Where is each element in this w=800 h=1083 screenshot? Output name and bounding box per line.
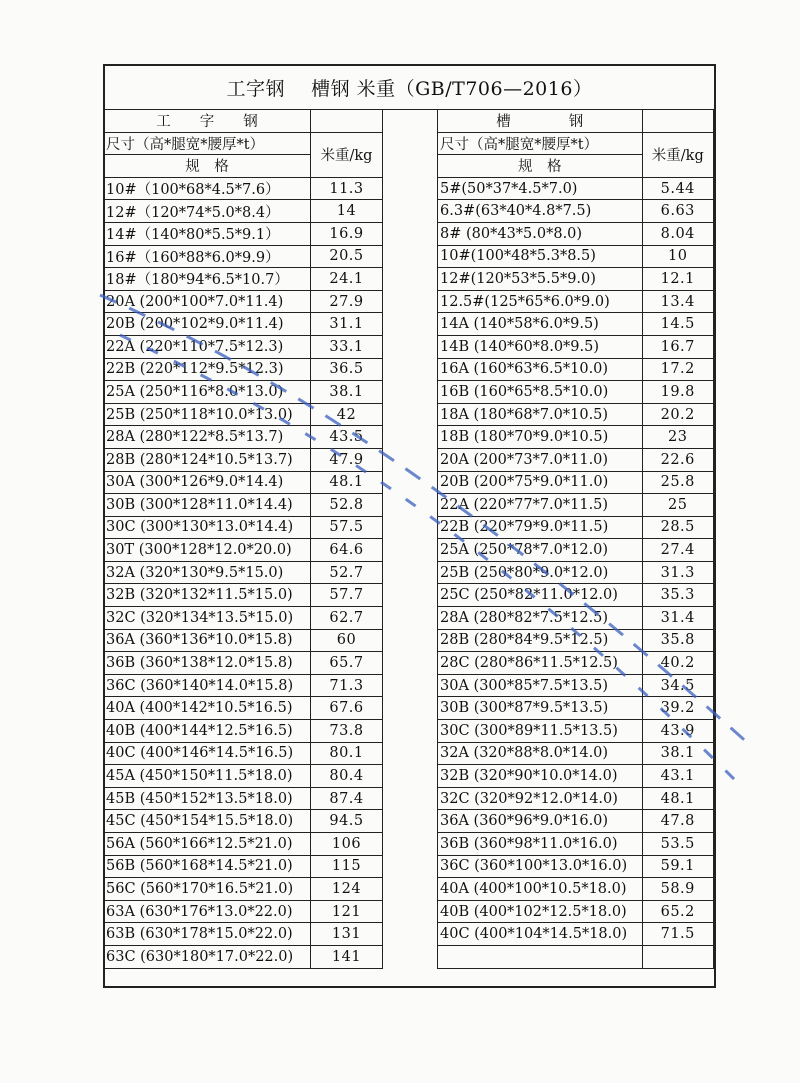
spec-cell: 25B (250*118*10.0*13.0) <box>104 403 311 426</box>
table-row <box>104 426 383 449</box>
weight-cell: 8.04 <box>642 222 713 245</box>
spec-cell <box>438 945 643 968</box>
weight-cell: 141 <box>311 945 383 968</box>
spec-cell: 20B (200*75*9.0*11.0) <box>438 471 643 494</box>
weight-cell: 5.44 <box>642 177 713 200</box>
spec-cell: 28B (280*124*10.5*13.7) <box>104 448 311 471</box>
spec-cell: 5#(50*37*4.5*7.0) <box>438 177 643 200</box>
spec-cell: 30T (300*128*12.0*20.0) <box>104 539 311 562</box>
table-row <box>438 652 714 675</box>
spec-cell: 28B (280*84*9.5*12.5) <box>438 629 643 652</box>
spec-cell: 25A (250*78*7.0*12.0) <box>438 539 643 562</box>
spec-cell: 30B (300*128*11.0*14.4) <box>104 494 311 517</box>
spec-header: 规 格 <box>104 155 311 178</box>
weight-cell: 65.2 <box>642 900 713 923</box>
spec-cell: 18#（180*94*6.5*10.7） <box>104 268 311 291</box>
i-beam-heading: 工 字 钢 <box>104 110 311 133</box>
spec-cell: 14#（140*80*5.5*9.1） <box>104 222 311 245</box>
weight-cell: 11.3 <box>311 177 383 200</box>
table-row <box>104 697 383 720</box>
weight-cell: 58.9 <box>642 878 713 901</box>
table-row <box>104 945 383 968</box>
table-row <box>438 426 714 449</box>
table-row <box>438 629 714 652</box>
spec-cell: 22B (220*79*9.0*11.5) <box>438 516 643 539</box>
heading-blank-cell <box>642 110 713 133</box>
table-row <box>104 539 383 562</box>
table-row <box>104 810 383 833</box>
table-row <box>104 358 383 381</box>
table-row <box>104 674 383 697</box>
spec-cell: 32B (320*90*10.0*14.0) <box>438 765 643 788</box>
table-row <box>104 200 383 223</box>
weight-table-frame <box>103 64 716 988</box>
spec-cell: 36C (360*140*14.0*15.8) <box>104 674 311 697</box>
weight-cell: 25 <box>642 494 713 517</box>
weight-cell: 59.1 <box>642 855 713 878</box>
table-row <box>104 471 383 494</box>
spec-cell: 45B (450*152*13.5*18.0) <box>104 787 311 810</box>
table-row <box>104 561 383 584</box>
table-row <box>104 403 383 426</box>
size-header: 尺寸（高*腿宽*腰厚*t） <box>438 132 643 155</box>
table-row <box>104 652 383 675</box>
table-row <box>438 742 714 765</box>
spec-header: 规 格 <box>438 155 643 178</box>
heading-blank-cell <box>311 110 383 133</box>
spec-cell: 25B (250*80*9.0*12.0) <box>438 561 643 584</box>
table-row <box>438 403 714 426</box>
weight-cell: 14 <box>311 200 383 223</box>
table-row <box>438 607 714 630</box>
spec-cell: 25A (250*116*8.0*13.0) <box>104 381 311 404</box>
spec-cell: 14A (140*58*6.0*9.5) <box>438 313 643 336</box>
spec-cell: 32B (320*132*11.5*15.0) <box>104 584 311 607</box>
spec-cell: 56A (560*166*12.5*21.0) <box>104 833 311 856</box>
weight-cell: 28.5 <box>642 516 713 539</box>
weight-cell: 62.7 <box>311 607 383 630</box>
spec-cell: 22A (220*77*7.0*11.5) <box>438 494 643 517</box>
weight-cell: 57.7 <box>311 584 383 607</box>
weight-cell: 35.8 <box>642 629 713 652</box>
table-row <box>438 245 714 268</box>
weight-cell: 43.1 <box>642 765 713 788</box>
weight-cell: 131 <box>311 923 383 946</box>
spec-cell: 45A (450*150*11.5*18.0) <box>104 765 311 788</box>
spec-cell: 56C (560*170*16.5*21.0) <box>104 878 311 901</box>
table-row <box>438 516 714 539</box>
table-row <box>104 494 383 517</box>
table-row <box>438 878 714 901</box>
table-row <box>104 381 383 404</box>
table-row <box>438 290 714 313</box>
spec-cell: 18B (180*70*9.0*10.5) <box>438 426 643 449</box>
spec-cell: 40A (400*142*10.5*16.5) <box>104 697 311 720</box>
spec-cell: 36A (360*96*9.0*16.0) <box>438 810 643 833</box>
table-row <box>438 674 714 697</box>
spec-cell: 40A (400*100*10.5*18.0) <box>438 878 643 901</box>
table-row <box>438 268 714 291</box>
spec-cell: 12.5#(125*65*6.0*9.0) <box>438 290 643 313</box>
table-row <box>104 177 383 200</box>
weight-cell: 52.8 <box>311 494 383 517</box>
weight-cell: 27.4 <box>642 539 713 562</box>
table-row <box>438 584 714 607</box>
weight-cell: 47.9 <box>311 448 383 471</box>
spec-cell: 30C (300*130*13.0*14.4) <box>104 516 311 539</box>
table-row <box>104 516 383 539</box>
weight-cell: 42 <box>311 403 383 426</box>
weight-cell: 13.4 <box>642 290 713 313</box>
weight-cell: 65.7 <box>311 652 383 675</box>
weight-cell: 33.1 <box>311 335 383 358</box>
spec-cell: 32A (320*130*9.5*15.0) <box>104 561 311 584</box>
spec-cell: 30A (300*126*9.0*14.4) <box>104 471 311 494</box>
weight-cell: 16.9 <box>311 222 383 245</box>
weight-cell: 43.5 <box>311 426 383 449</box>
table-row <box>104 607 383 630</box>
weight-cell: 124 <box>311 878 383 901</box>
spec-cell: 45C (450*154*15.5*18.0) <box>104 810 311 833</box>
table-row <box>438 900 714 923</box>
weight-cell: 31.1 <box>311 313 383 336</box>
table-row <box>438 787 714 810</box>
table-row <box>104 629 383 652</box>
spec-cell: 40B (400*144*12.5*16.5) <box>104 720 311 743</box>
table-row <box>438 697 714 720</box>
spec-cell: 14B (140*60*8.0*9.5) <box>438 335 643 358</box>
weight-cell: 80.1 <box>311 742 383 765</box>
spec-cell: 30B (300*87*9.5*13.5) <box>438 697 643 720</box>
table-row <box>438 833 714 856</box>
weight-cell: 71.5 <box>642 923 713 946</box>
weight-cell: 53.5 <box>642 833 713 856</box>
weight-cell <box>642 945 713 968</box>
weight-cell: 36.5 <box>311 358 383 381</box>
spec-cell: 20B (200*102*9.0*11.4) <box>104 313 311 336</box>
weight-cell: 25.8 <box>642 471 713 494</box>
weight-cell: 38.1 <box>311 381 383 404</box>
table-row <box>104 787 383 810</box>
table-row <box>438 313 714 336</box>
spec-cell: 16B (160*65*8.5*10.0) <box>438 381 643 404</box>
table-row <box>104 720 383 743</box>
spec-cell: 40C (400*104*14.5*18.0) <box>438 923 643 946</box>
i-beam-table <box>103 109 383 969</box>
table-row <box>104 290 383 313</box>
table-row <box>104 268 383 291</box>
weight-cell: 115 <box>311 855 383 878</box>
weight-cell: 16.7 <box>642 335 713 358</box>
spec-cell: 63B (630*178*15.0*22.0) <box>104 923 311 946</box>
weight-cell: 24.1 <box>311 268 383 291</box>
spec-cell: 36A (360*136*10.0*15.8) <box>104 629 311 652</box>
weight-cell: 19.8 <box>642 381 713 404</box>
weight-cell: 80.4 <box>311 765 383 788</box>
spec-cell: 8# (80*43*5.0*8.0) <box>438 222 643 245</box>
weight-cell: 87.4 <box>311 787 383 810</box>
table-row <box>438 177 714 200</box>
spec-cell: 56B (560*168*14.5*21.0) <box>104 855 311 878</box>
weight-cell: 94.5 <box>311 810 383 833</box>
spec-cell: 36B (360*98*11.0*16.0) <box>438 833 643 856</box>
weight-header: 米重/kg <box>311 132 383 177</box>
spec-cell: 28C (280*86*11.5*12.5) <box>438 652 643 675</box>
weight-cell: 14.5 <box>642 313 713 336</box>
spec-cell: 25C (250*82*11.0*12.0) <box>438 584 643 607</box>
spec-cell: 22B (220*112*9.5*12.3) <box>104 358 311 381</box>
spec-cell: 20A (200*100*7.0*11.4) <box>104 290 311 313</box>
table-row <box>104 245 383 268</box>
weight-cell: 38.1 <box>642 742 713 765</box>
weight-cell: 31.3 <box>642 561 713 584</box>
table-row <box>438 335 714 358</box>
weight-cell: 40.2 <box>642 652 713 675</box>
table-row <box>438 494 714 517</box>
weight-cell: 17.2 <box>642 358 713 381</box>
weight-cell: 31.4 <box>642 607 713 630</box>
weight-cell: 23 <box>642 426 713 449</box>
weight-cell: 48.1 <box>642 787 713 810</box>
table-row <box>104 335 383 358</box>
spec-cell: 30A (300*85*7.5*13.5) <box>438 674 643 697</box>
spec-cell: 6.3#(63*40*4.8*7.5) <box>438 200 643 223</box>
weight-cell: 6.63 <box>642 200 713 223</box>
table-row <box>438 381 714 404</box>
weight-cell: 34.5 <box>642 674 713 697</box>
table-row <box>104 448 383 471</box>
table-row <box>104 878 383 901</box>
table-row <box>438 765 714 788</box>
table-row <box>438 810 714 833</box>
table-row <box>438 945 714 968</box>
weight-cell: 35.3 <box>642 584 713 607</box>
table-row <box>438 923 714 946</box>
spec-cell: 10#(100*48*5.3*8.5) <box>438 245 643 268</box>
spec-cell: 32C (320*92*12.0*14.0) <box>438 787 643 810</box>
table-row <box>438 539 714 562</box>
table-row <box>438 561 714 584</box>
table-row <box>438 855 714 878</box>
spec-cell: 36C (360*100*13.0*16.0) <box>438 855 643 878</box>
table-row <box>104 222 383 245</box>
weight-cell: 52.7 <box>311 561 383 584</box>
weight-cell: 20.2 <box>642 403 713 426</box>
spec-cell: 40B (400*102*12.5*18.0) <box>438 900 643 923</box>
weight-cell: 60 <box>311 629 383 652</box>
weight-cell: 22.6 <box>642 448 713 471</box>
table-row <box>104 900 383 923</box>
spec-cell: 10#（100*68*4.5*7.6） <box>104 177 311 200</box>
weight-cell: 64.6 <box>311 539 383 562</box>
weight-cell: 71.3 <box>311 674 383 697</box>
weight-cell: 12.1 <box>642 268 713 291</box>
weight-cell: 43.9 <box>642 720 713 743</box>
table-row <box>104 765 383 788</box>
spec-cell: 40C (400*146*14.5*16.5) <box>104 742 311 765</box>
spec-cell: 36B (360*138*12.0*15.8) <box>104 652 311 675</box>
weight-cell: 39.2 <box>642 697 713 720</box>
table-row <box>104 313 383 336</box>
table-row <box>438 720 714 743</box>
weight-cell: 121 <box>311 900 383 923</box>
weight-cell: 106 <box>311 833 383 856</box>
spec-cell: 32C (320*134*13.5*15.0) <box>104 607 311 630</box>
table-row <box>438 471 714 494</box>
spec-cell: 30C (300*89*11.5*13.5) <box>438 720 643 743</box>
table-row <box>438 200 714 223</box>
weight-cell: 20.5 <box>311 245 383 268</box>
weight-cell: 57.5 <box>311 516 383 539</box>
spec-cell: 63C (630*180*17.0*22.0) <box>104 945 311 968</box>
spec-cell: 16#（160*88*6.0*9.9） <box>104 245 311 268</box>
channel-heading: 槽 钢 <box>438 110 643 133</box>
table-row <box>438 448 714 471</box>
weight-cell: 27.9 <box>311 290 383 313</box>
document-title: 工字钢 槽钢 米重（GB/T706—2016） <box>105 66 714 110</box>
spec-cell: 16A (160*63*6.5*10.0) <box>438 358 643 381</box>
spec-cell: 28A (280*82*7.5*12.5) <box>438 607 643 630</box>
spec-cell: 32A (320*88*8.0*14.0) <box>438 742 643 765</box>
spec-cell: 12#（120*74*5.0*8.4） <box>104 200 311 223</box>
table-row <box>438 222 714 245</box>
spec-cell: 12#(120*53*5.5*9.0) <box>438 268 643 291</box>
weight-cell: 10 <box>642 245 713 268</box>
weight-header: 米重/kg <box>642 132 713 177</box>
table-row <box>438 358 714 381</box>
channel-steel-table <box>437 109 714 969</box>
table-row <box>104 923 383 946</box>
weight-cell: 47.8 <box>642 810 713 833</box>
weight-cell: 67.6 <box>311 697 383 720</box>
size-header: 尺寸（高*腿宽*腰厚*t） <box>104 132 311 155</box>
table-row <box>104 833 383 856</box>
table-row <box>104 584 383 607</box>
weight-cell: 48.1 <box>311 471 383 494</box>
spec-cell: 18A (180*68*7.0*10.5) <box>438 403 643 426</box>
spec-cell: 20A (200*73*7.0*11.0) <box>438 448 643 471</box>
spec-cell: 22A (220*110*7.5*12.3) <box>104 335 311 358</box>
table-row <box>104 742 383 765</box>
table-row <box>104 855 383 878</box>
weight-cell: 73.8 <box>311 720 383 743</box>
spec-cell: 28A (280*122*8.5*13.7) <box>104 426 311 449</box>
spec-cell: 63A (630*176*13.0*22.0) <box>104 900 311 923</box>
